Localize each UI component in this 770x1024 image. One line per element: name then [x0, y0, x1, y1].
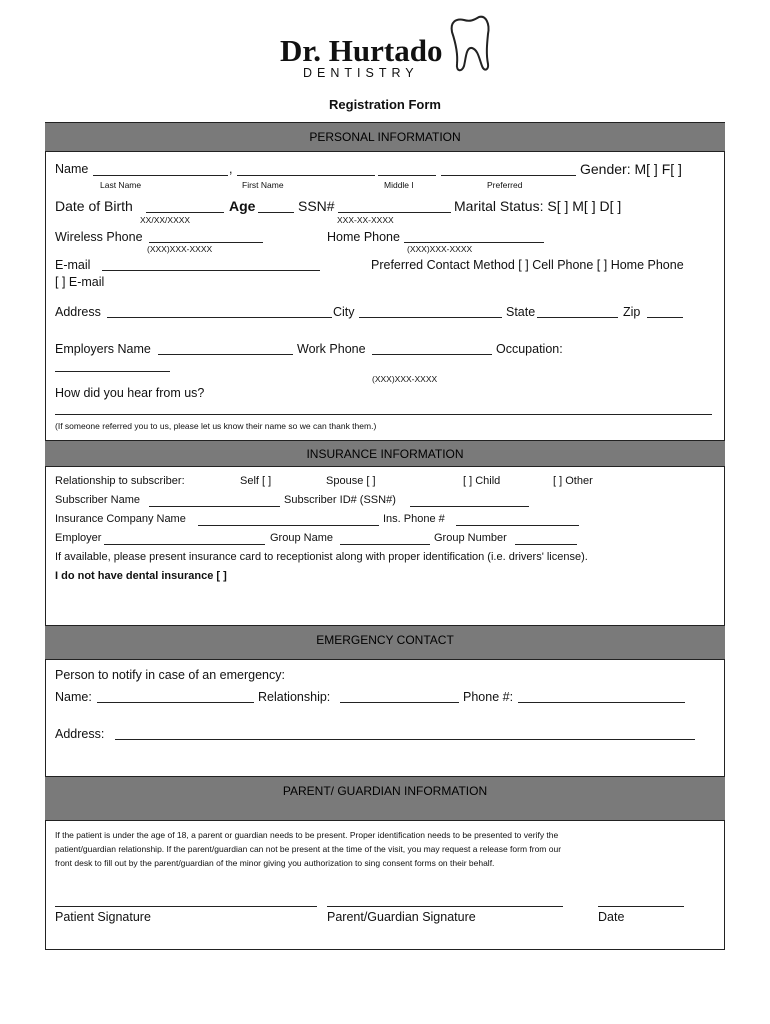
relationship-label: Relationship to subscriber:	[55, 475, 185, 487]
employer-ins-field[interactable]	[104, 544, 265, 545]
emergency-name-label: Name:	[55, 690, 92, 704]
wireless-phone-label: Wireless Phone	[55, 230, 143, 244]
work-phone-field[interactable]	[372, 354, 492, 355]
marital-status-options[interactable]: Marital Status: S[ ] M[ ] D[ ]	[454, 198, 622, 214]
address-label: Address	[55, 305, 101, 319]
emergency-phone-field[interactable]	[518, 702, 685, 703]
first-name-caption: First Name	[242, 180, 284, 190]
emergency-address-field[interactable]	[115, 739, 695, 740]
section-title: INSURANCE INFORMATION	[306, 447, 464, 461]
work-phone-label: Work Phone	[297, 342, 366, 356]
last-name-caption: Last Name	[100, 180, 142, 190]
insurance-company-label: Insurance Company Name	[55, 513, 186, 525]
wireless-format-caption: (XXX)XXX-XXXX	[147, 244, 213, 254]
address-field[interactable]	[107, 317, 332, 318]
ssn-field[interactable]	[338, 212, 451, 213]
guardian-signature-field[interactable]	[327, 906, 563, 907]
emergency-phone-label: Phone #:	[463, 690, 514, 704]
employer-field[interactable]	[158, 354, 293, 355]
guardian-note-line1: If the patient is under the age of 18, a parent or guardian needs to be present. Proper identification needs to be presented to verify the	[55, 830, 559, 840]
child-option[interactable]: [ ] Child	[463, 475, 501, 487]
ins-phone-label: Ins. Phone #	[383, 513, 445, 525]
logo-subtitle: DENTISTRY	[303, 66, 419, 80]
work-format-caption: (XXX)XXX-XXXX	[372, 374, 438, 384]
section-title: PERSONAL INFORMATION	[309, 130, 461, 144]
insurance-company-field[interactable]	[198, 525, 379, 526]
guardian-note-line2: patient/guardian relationship. If the parent/guardian can not be present at the time of the visit, you may request a release form from our	[55, 844, 562, 854]
zip-label: Zip	[623, 305, 641, 319]
section-title: EMERGENCY CONTACT	[316, 633, 454, 647]
subscriber-id-field[interactable]	[410, 506, 529, 507]
spouse-option[interactable]: Spouse [ ]	[326, 475, 376, 487]
email-contact-option[interactable]: [ ] E-mail	[55, 275, 105, 289]
gender-options[interactable]: Gender: M[ ] F[ ]	[580, 161, 682, 177]
state-field[interactable]	[537, 317, 618, 318]
wireless-phone-field[interactable]	[149, 242, 263, 243]
tooth-logo-icon	[446, 14, 492, 76]
group-number-label: Group Number	[434, 532, 507, 544]
city-field[interactable]	[359, 317, 502, 318]
logo-text: Dr. Hurtado	[280, 33, 443, 68]
occupation-label: Occupation:	[496, 342, 563, 356]
home-phone-label: Home Phone	[327, 230, 400, 244]
date-field[interactable]	[598, 906, 684, 907]
zip-field[interactable]	[647, 317, 683, 318]
no-insurance-option[interactable]: I do not have dental insurance [ ]	[55, 570, 227, 582]
first-name-field[interactable]	[237, 175, 375, 176]
section-header-emergency	[45, 625, 725, 660]
referral-note: (If someone referred you to us, please let us know their name so we can thank them.)	[55, 421, 377, 431]
emergency-name-field[interactable]	[97, 702, 254, 703]
subscriber-name-field[interactable]	[149, 506, 280, 507]
subscriber-name-label: Subscriber Name	[55, 494, 140, 506]
section-title: PARENT/ GUARDIAN INFORMATION	[282, 784, 488, 798]
insurance-card-note: If available, please present insurance card to receptionist along with proper identification (i.e. drivers' license).	[55, 551, 588, 563]
occupation-field[interactable]	[55, 371, 170, 372]
other-option[interactable]: [ ] Other	[553, 475, 593, 487]
email-field[interactable]	[102, 270, 320, 271]
patient-signature-label: Patient Signature	[55, 910, 151, 924]
guardian-signature-label: Parent/Guardian Signature	[327, 910, 476, 924]
dob-format-caption: XX/XX/XXXX	[140, 215, 191, 225]
ssn-label: SSN#	[298, 198, 335, 214]
group-name-label: Group Name	[270, 532, 333, 544]
comma: ,	[229, 162, 233, 176]
email-label: E-mail	[55, 258, 91, 272]
ssn-format-caption: XXX-XX-XXXX	[337, 215, 394, 225]
date-label: Date	[598, 910, 625, 924]
home-phone-field[interactable]	[404, 242, 544, 243]
patient-signature-field[interactable]	[55, 906, 317, 907]
section-header-insurance	[45, 440, 725, 467]
middle-initial-field[interactable]	[378, 175, 436, 176]
home-format-caption: (XXX)XXX-XXXX	[407, 244, 473, 254]
preferred-caption: Preferred	[487, 180, 523, 190]
emergency-relationship-label: Relationship:	[258, 690, 331, 704]
dob-label: Date of Birth	[55, 198, 133, 214]
dob-field[interactable]	[146, 212, 224, 213]
emergency-intro: Person to notify in case of an emergency:	[55, 668, 285, 682]
ins-phone-field[interactable]	[456, 525, 579, 526]
contact-method-options[interactable]: Preferred Contact Method [ ] Cell Phone [ ] Home Phone	[371, 258, 684, 272]
emergency-relationship-field[interactable]	[340, 702, 459, 703]
group-name-field[interactable]	[340, 544, 430, 545]
subscriber-id-label: Subscriber ID# (SSN#)	[284, 494, 396, 506]
self-option[interactable]: Self [ ]	[240, 475, 272, 487]
state-label: State	[506, 305, 536, 319]
preferred-name-field[interactable]	[441, 175, 576, 176]
middle-initial-caption: Middle I	[384, 180, 414, 190]
guardian-note-line3: front desk to fill out by the parent/guardian of the minor giving you authorization to sing consent forms on their behalf.	[55, 858, 495, 868]
employer-label: Employers Name	[55, 342, 151, 356]
form-title: Registration Form	[329, 97, 441, 112]
age-field[interactable]	[258, 212, 294, 213]
city-label: City	[333, 305, 355, 319]
last-name-field[interactable]	[93, 175, 228, 176]
section-header-guardian	[45, 776, 725, 821]
section-header-personal	[45, 122, 725, 152]
referral-question: How did you hear from us?	[55, 386, 205, 400]
emergency-address-label: Address:	[55, 727, 105, 741]
name-label: Name	[55, 162, 89, 176]
employer-ins-label: Employer	[55, 532, 102, 544]
group-number-field[interactable]	[515, 544, 577, 545]
referral-field[interactable]	[55, 414, 712, 415]
age-label: Age	[229, 198, 256, 214]
